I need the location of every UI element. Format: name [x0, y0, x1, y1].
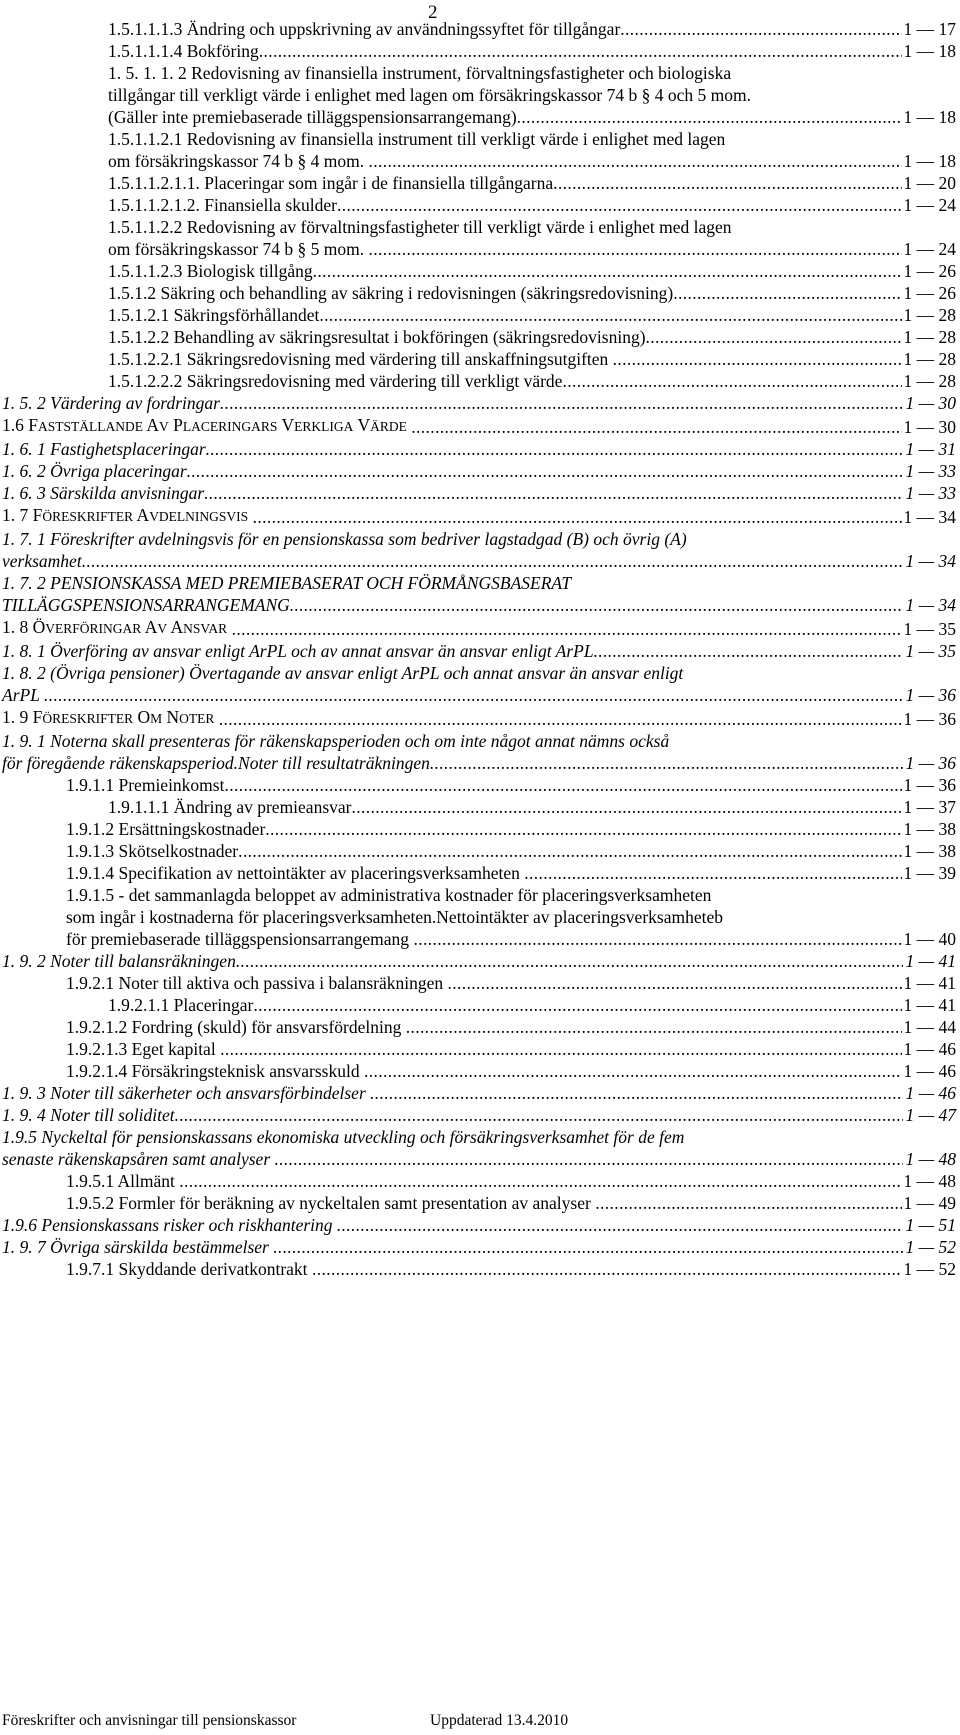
toc-entry[interactable]: [2, 662, 956, 706]
toc-entry[interactable]: [108, 326, 956, 348]
toc-entry[interactable]: [108, 370, 956, 392]
dot-leader: [259, 40, 902, 62]
toc-entry-title: 1. 9. 4 Noter till soliditet: [2, 1105, 175, 1125]
toc-entry-title: 1.9.1.1.1 Ändring av premieansvar: [108, 797, 352, 817]
toc-entry-title: 1.5.1.1.2.1.1. Placeringar som ingår i de finansiella tillgångarna: [108, 173, 554, 193]
toc-entry-title: 1. 8 ÖVERFÖRINGAR AV ANSVAR: [2, 617, 228, 637]
toc-entry-title: (Gäller inte premiebaserade tilläggspensionsarrangemang): [108, 107, 517, 127]
toc-page-reference: 1 — 34: [905, 551, 956, 571]
toc-entry-title: som ingår i kostnaderna för placeringsverksamheten.Nettointäkter av placeringsverksamheteb: [66, 907, 723, 927]
dot-leader: [313, 260, 902, 282]
dot-leader: [337, 1214, 904, 1236]
dot-leader: [595, 1192, 901, 1214]
toc-page-reference: 1 — 46: [903, 1039, 956, 1059]
toc-entry[interactable]: [108, 194, 956, 216]
toc-entry[interactable]: [66, 774, 956, 796]
toc-entry-title: 1.9.1.5 - det sammanlagda beloppet av administrativa kostnader för placeringsverksamheten: [66, 885, 712, 905]
dot-leader: [562, 370, 901, 392]
toc-entry[interactable]: [2, 640, 956, 662]
toc-entry-title: tillgångar till verkligt värde i enlighet med lagen om försäkringskassor 74 b § 4 och 5 mom.: [108, 85, 751, 105]
toc-entry[interactable]: [108, 304, 956, 326]
toc-entry[interactable]: [2, 616, 956, 640]
toc-page-reference: 1 — 28: [903, 327, 956, 347]
dot-leader: [411, 416, 901, 438]
toc-page-reference: 1 — 34: [905, 595, 956, 615]
dot-leader: [224, 774, 901, 796]
toc-entry-title: 1.9.2.1.4 Försäkringsteknisk ansvarsskuld: [66, 1061, 364, 1081]
toc-entry-title: 1. 6. 3 Särskilda anvisningar: [2, 483, 205, 503]
toc-entry-title: 1.5.1.1.2.3 Biologisk tillgång: [108, 261, 313, 281]
table-of-contents: [0, 18, 960, 1280]
dot-leader: [275, 1148, 904, 1170]
toc-entry[interactable]: [2, 572, 956, 616]
toc-page-reference: 1 — 46: [905, 1083, 956, 1103]
toc-entry[interactable]: [2, 1126, 956, 1170]
toc-entry-title: 1.9.1.4 Specifikation av nettointäkter av placeringsverksamheten: [66, 863, 525, 883]
toc-page-reference: 1 — 36: [905, 685, 956, 705]
toc-entry[interactable]: [108, 172, 956, 194]
toc-entry[interactable]: [2, 528, 956, 572]
dot-leader: [175, 1104, 904, 1126]
toc-page-reference: 1 — 18: [903, 41, 956, 61]
toc-entry[interactable]: [2, 482, 956, 504]
toc-entry[interactable]: [2, 438, 956, 460]
toc-page-reference: 1 — 41: [903, 995, 956, 1015]
toc-entry-title: 1.9.2.1.3 Eget kapital: [66, 1039, 221, 1059]
toc-entry-title: 1.5.1.2.2 Behandling av säkringsresultat i bokföringen (säkringsredovisning): [108, 327, 646, 347]
toc-entry-title: 1. 5. 2 Värdering av fordringar: [2, 393, 220, 413]
dot-leader: [613, 348, 902, 370]
toc-entry-title: 1. 8. 2 (Övriga pensioner) Övertagande av ansvar enligt ArPL och annat ansvar än ansvar enligt: [2, 663, 684, 683]
toc-entry-title: 1. 7. 1 Föreskrifter avdelningsvis för en pensionskassa som bedriver lagstadgad (B) och övrig (A): [2, 529, 687, 549]
toc-entry[interactable]: [108, 796, 956, 818]
toc-page-reference: 1 — 49: [903, 1193, 956, 1213]
toc-entry[interactable]: [2, 1104, 956, 1126]
toc-page-reference: 1 — 33: [905, 483, 956, 503]
dot-leader: [312, 1258, 902, 1280]
toc-entry-title: 1.5.1.1.1.4 Bokföring: [108, 41, 259, 61]
toc-entry-title: 1.6 FASTSTÄLLANDE AV PLACERINGARS VERKLIGA VÄRDE: [2, 415, 407, 435]
toc-entry[interactable]: [66, 818, 956, 840]
toc-entry-title: 1.9.6 Pensionskassans risker och riskhantering: [2, 1215, 337, 1235]
toc-entry[interactable]: [66, 1038, 956, 1060]
toc-entry-title: för föregående räkenskapsperiod.Noter till resultaträkningen: [2, 753, 430, 773]
dot-leader: [351, 796, 901, 818]
toc-entry[interactable]: [2, 460, 956, 482]
toc-entry-title: 1.9.2.1 Noter till aktiva och passiva i balansräkningen: [66, 973, 448, 993]
toc-entry[interactable]: [66, 840, 956, 862]
toc-entry-title: 1.9.1.2 Ersättningskostnader: [66, 819, 266, 839]
toc-entry[interactable]: [2, 730, 956, 774]
toc-entry-title: 1. 9. 3 Noter till säkerheter och ansvarsförbindelser: [2, 1083, 371, 1103]
toc-page-reference: 1 — 46: [903, 1061, 956, 1081]
dot-leader: [673, 282, 901, 304]
dot-leader: [179, 1170, 901, 1192]
toc-entry-title: 1. 9 FÖRESKRIFTER OM NOTER: [2, 707, 215, 727]
dot-leader: [236, 950, 904, 972]
toc-entry-title: 1.9.2.1.2 Fordring (skuld) för ansvarsfördelning: [66, 1017, 406, 1037]
toc-page-reference: 1 — 30: [903, 417, 956, 437]
dot-leader: [337, 194, 902, 216]
toc-entry-title: om försäkringskassor 74 b § 5 mom.: [108, 239, 369, 259]
dot-leader: [204, 482, 903, 504]
toc-entry-title: ArPL: [2, 685, 44, 705]
dot-leader: [430, 752, 904, 774]
dot-leader: [44, 684, 903, 706]
toc-entry[interactable]: [2, 414, 956, 438]
toc-page-reference: 1 — 26: [903, 261, 956, 281]
toc-entry-title: 1. 6. 1 Fastighetsplaceringar: [2, 439, 206, 459]
toc-entry-title: 1.5.1.2 Säkring och behandling av säkring i redovisningen (säkringsredovisning): [108, 283, 674, 303]
toc-page-reference: 1 — 40: [903, 929, 956, 949]
toc-entry[interactable]: [2, 392, 956, 414]
dot-leader: [370, 1082, 903, 1104]
dot-leader: [517, 106, 902, 128]
toc-page-reference: 1 — 28: [903, 349, 956, 369]
dot-leader: [290, 594, 904, 616]
toc-entry[interactable]: [108, 216, 956, 260]
toc-page-reference: 1 — 36: [903, 775, 956, 795]
toc-entry-title: om försäkringskassor 74 b § 4 mom.: [108, 151, 369, 171]
dot-leader: [369, 150, 902, 172]
toc-entry-title: 1.9.2.1.1 Placeringar: [108, 995, 254, 1015]
toc-page-reference: 1 — 20: [903, 173, 956, 193]
dot-leader: [187, 460, 904, 482]
toc-entry-title: 1.5.1.2.2.1 Säkringsredovisning med värdering till anskaffningsutgiften: [108, 349, 613, 369]
dot-leader: [219, 708, 902, 730]
toc-page-reference: 1 — 28: [903, 371, 956, 391]
dot-leader: [82, 550, 904, 572]
toc-page-reference: 1 — 33: [905, 461, 956, 481]
toc-page-reference: 1 — 39: [903, 863, 956, 883]
toc-entry-title: 1.9.1.3 Skötselkostnader: [66, 841, 239, 861]
dot-leader: [253, 506, 902, 528]
dot-leader: [265, 818, 901, 840]
toc-page-reference: 1 — 24: [903, 195, 956, 215]
toc-entry[interactable]: [2, 706, 956, 730]
toc-entry-title: 1.5.1.1.1.3 Ändring och uppskrivning av användningssyftet för tillgångar: [108, 19, 621, 39]
toc-page-reference: 1 — 41: [903, 973, 956, 993]
dot-leader: [620, 18, 901, 40]
toc-entry-title: 1. 9. 1 Noterna skall presenteras för räkenskapsperioden och om inte något annat nämns också: [2, 731, 670, 751]
toc-entry[interactable]: [108, 282, 956, 304]
dot-leader: [553, 172, 901, 194]
toc-page-reference: 1 — 18: [903, 151, 956, 171]
toc-entry[interactable]: [66, 1060, 956, 1082]
toc-entry[interactable]: [66, 1016, 956, 1038]
dot-leader: [253, 994, 901, 1016]
toc-entry-title: 1.5.1.1.2.1.2. Finansiella skulder: [108, 195, 337, 215]
toc-page-reference: 1 — 35: [905, 641, 956, 661]
toc-page-reference: 1 — 34: [903, 507, 956, 527]
toc-entry-title: 1.9.7.1 Skyddande derivatkontrakt: [66, 1259, 312, 1279]
toc-entry-title: 1.5.1.2.1 Säkringsförhållandet: [108, 305, 320, 325]
toc-entry[interactable]: [66, 862, 956, 884]
toc-entry[interactable]: [66, 972, 956, 994]
dot-leader: [220, 1038, 901, 1060]
toc-entry[interactable]: [2, 950, 956, 972]
toc-page-reference: 1 — 30: [905, 393, 956, 413]
toc-page-reference: 1 — 52: [903, 1259, 956, 1279]
toc-page-reference: 1 — 38: [903, 841, 956, 861]
dot-leader: [646, 326, 902, 348]
dot-leader: [220, 392, 903, 414]
toc-page-reference: 1 — 37: [903, 797, 956, 817]
footer-document-title: Föreskrifter och anvisningar till pensionskassor: [2, 1712, 297, 1729]
toc-entry[interactable]: [66, 1170, 956, 1192]
toc-entry[interactable]: [108, 40, 956, 62]
dot-leader: [369, 238, 902, 260]
toc-entry-title: 1. 9. 7 Övriga särskilda bestämmelser: [2, 1237, 274, 1257]
toc-page-reference: 1 — 26: [903, 283, 956, 303]
toc-page-reference: 1 — 28: [903, 305, 956, 325]
toc-entry[interactable]: [108, 18, 956, 40]
toc-page-reference: 1 — 44: [903, 1017, 956, 1037]
toc-entry[interactable]: [66, 884, 956, 950]
toc-page-reference: 1 — 35: [903, 619, 956, 639]
toc-entry-title: 1.5.1.2.2.2 Säkringsredovisning med värdering till verkligt värde: [108, 371, 563, 391]
toc-entry[interactable]: [108, 994, 956, 1016]
toc-entry-title: 1. 9. 2 Noter till balansräkningen: [2, 951, 236, 971]
toc-entry[interactable]: [2, 1214, 956, 1236]
toc-entry-title: 1.9.5.1 Allmänt: [66, 1171, 180, 1191]
dot-leader: [364, 1060, 902, 1082]
toc-entry-title: 1.9.5 Nyckeltal för pensionskassans ekonomiska utveckling och försäkringsverksamhet för de fem: [2, 1127, 685, 1147]
dot-leader: [206, 438, 904, 460]
toc-entry[interactable]: [2, 1236, 956, 1258]
toc-page-reference: 1 — 17: [903, 19, 956, 39]
dot-leader: [273, 1236, 903, 1258]
toc-entry[interactable]: [108, 348, 956, 370]
toc-entry[interactable]: [66, 1258, 956, 1280]
toc-page-reference: 1 — 48: [903, 1171, 956, 1191]
toc-entry-title: verksamhet: [2, 551, 82, 571]
dot-leader: [413, 928, 901, 950]
toc-entry-title: 1. 7 FÖRESKRIFTER AVDELNINGSVIS: [2, 505, 249, 525]
dot-leader: [232, 618, 902, 640]
toc-entry-title: 1.9.5.2 Formler för beräkning av nyckeltalen samt presentation av analyser: [66, 1193, 596, 1213]
footer-updated-date: Uppdaterad 13.4.2010: [430, 1712, 569, 1729]
toc-entry-title: 1. 6. 2 Övriga placeringar: [2, 461, 187, 481]
toc-entry[interactable]: [66, 1192, 956, 1214]
toc-entry-title: 1.9.1.1 Premieinkomst: [66, 775, 225, 795]
toc-page-reference: 1 — 36: [905, 753, 956, 773]
toc-page-reference: 1 — 31: [905, 439, 956, 459]
toc-entry-title: senaste räkenskapsåren samt analyser: [2, 1149, 275, 1169]
toc-page-reference: 1 — 36: [903, 709, 956, 729]
toc-entry-title: 1. 5. 1. 1. 2 Redovisning av finansiella instrument, förvaltningsfastigheter och biologiska: [108, 63, 732, 83]
toc-entry-title: 1.5.1.1.2.1 Redovisning av finansiella instrument till verkligt värde i enlighet med lagen: [108, 129, 726, 149]
dot-leader: [524, 862, 901, 884]
dot-leader: [448, 972, 902, 994]
toc-entry-title: TILLÄGGSPENSIONSARRANGEMANG: [2, 595, 290, 615]
toc-page-reference: 1 — 51: [905, 1215, 956, 1235]
toc-page-reference: 1 — 52: [905, 1237, 956, 1257]
toc-entry[interactable]: [2, 504, 956, 528]
toc-entry[interactable]: [108, 260, 956, 282]
toc-page-reference: 1 — 24: [903, 239, 956, 259]
toc-page-reference: 1 — 41: [905, 951, 956, 971]
toc-page-reference: 1 — 48: [905, 1149, 956, 1169]
toc-page-reference: 1 — 18: [903, 107, 956, 127]
toc-entry[interactable]: [108, 128, 956, 172]
toc-entry-title: 1. 8. 1 Överföring av ansvar enligt ArPL och av annat ansvar än ansvar enligt ArPL: [2, 641, 594, 661]
toc-entry[interactable]: [108, 62, 956, 128]
dot-leader: [319, 304, 901, 326]
dot-leader: [594, 640, 904, 662]
page-number: 2: [428, 2, 438, 23]
dot-leader: [406, 1016, 902, 1038]
toc-entry-title: 1.5.1.1.2.2 Redovisning av förvaltningsfastigheter till verkligt värde i enlighet med lagen: [108, 217, 732, 237]
toc-page-reference: 1 — 38: [903, 819, 956, 839]
dot-leader: [238, 840, 901, 862]
toc-entry[interactable]: [2, 1082, 956, 1104]
toc-page-reference: 1 — 47: [905, 1105, 956, 1125]
toc-entry-title: 1. 7. 2 PENSIONSKASSA MED PREMIEBASERAT OCH FÖRMÅNGSBASERAT: [2, 573, 572, 593]
toc-entry-title: för premiebaserade tilläggspensionsarrangemang: [66, 929, 414, 949]
